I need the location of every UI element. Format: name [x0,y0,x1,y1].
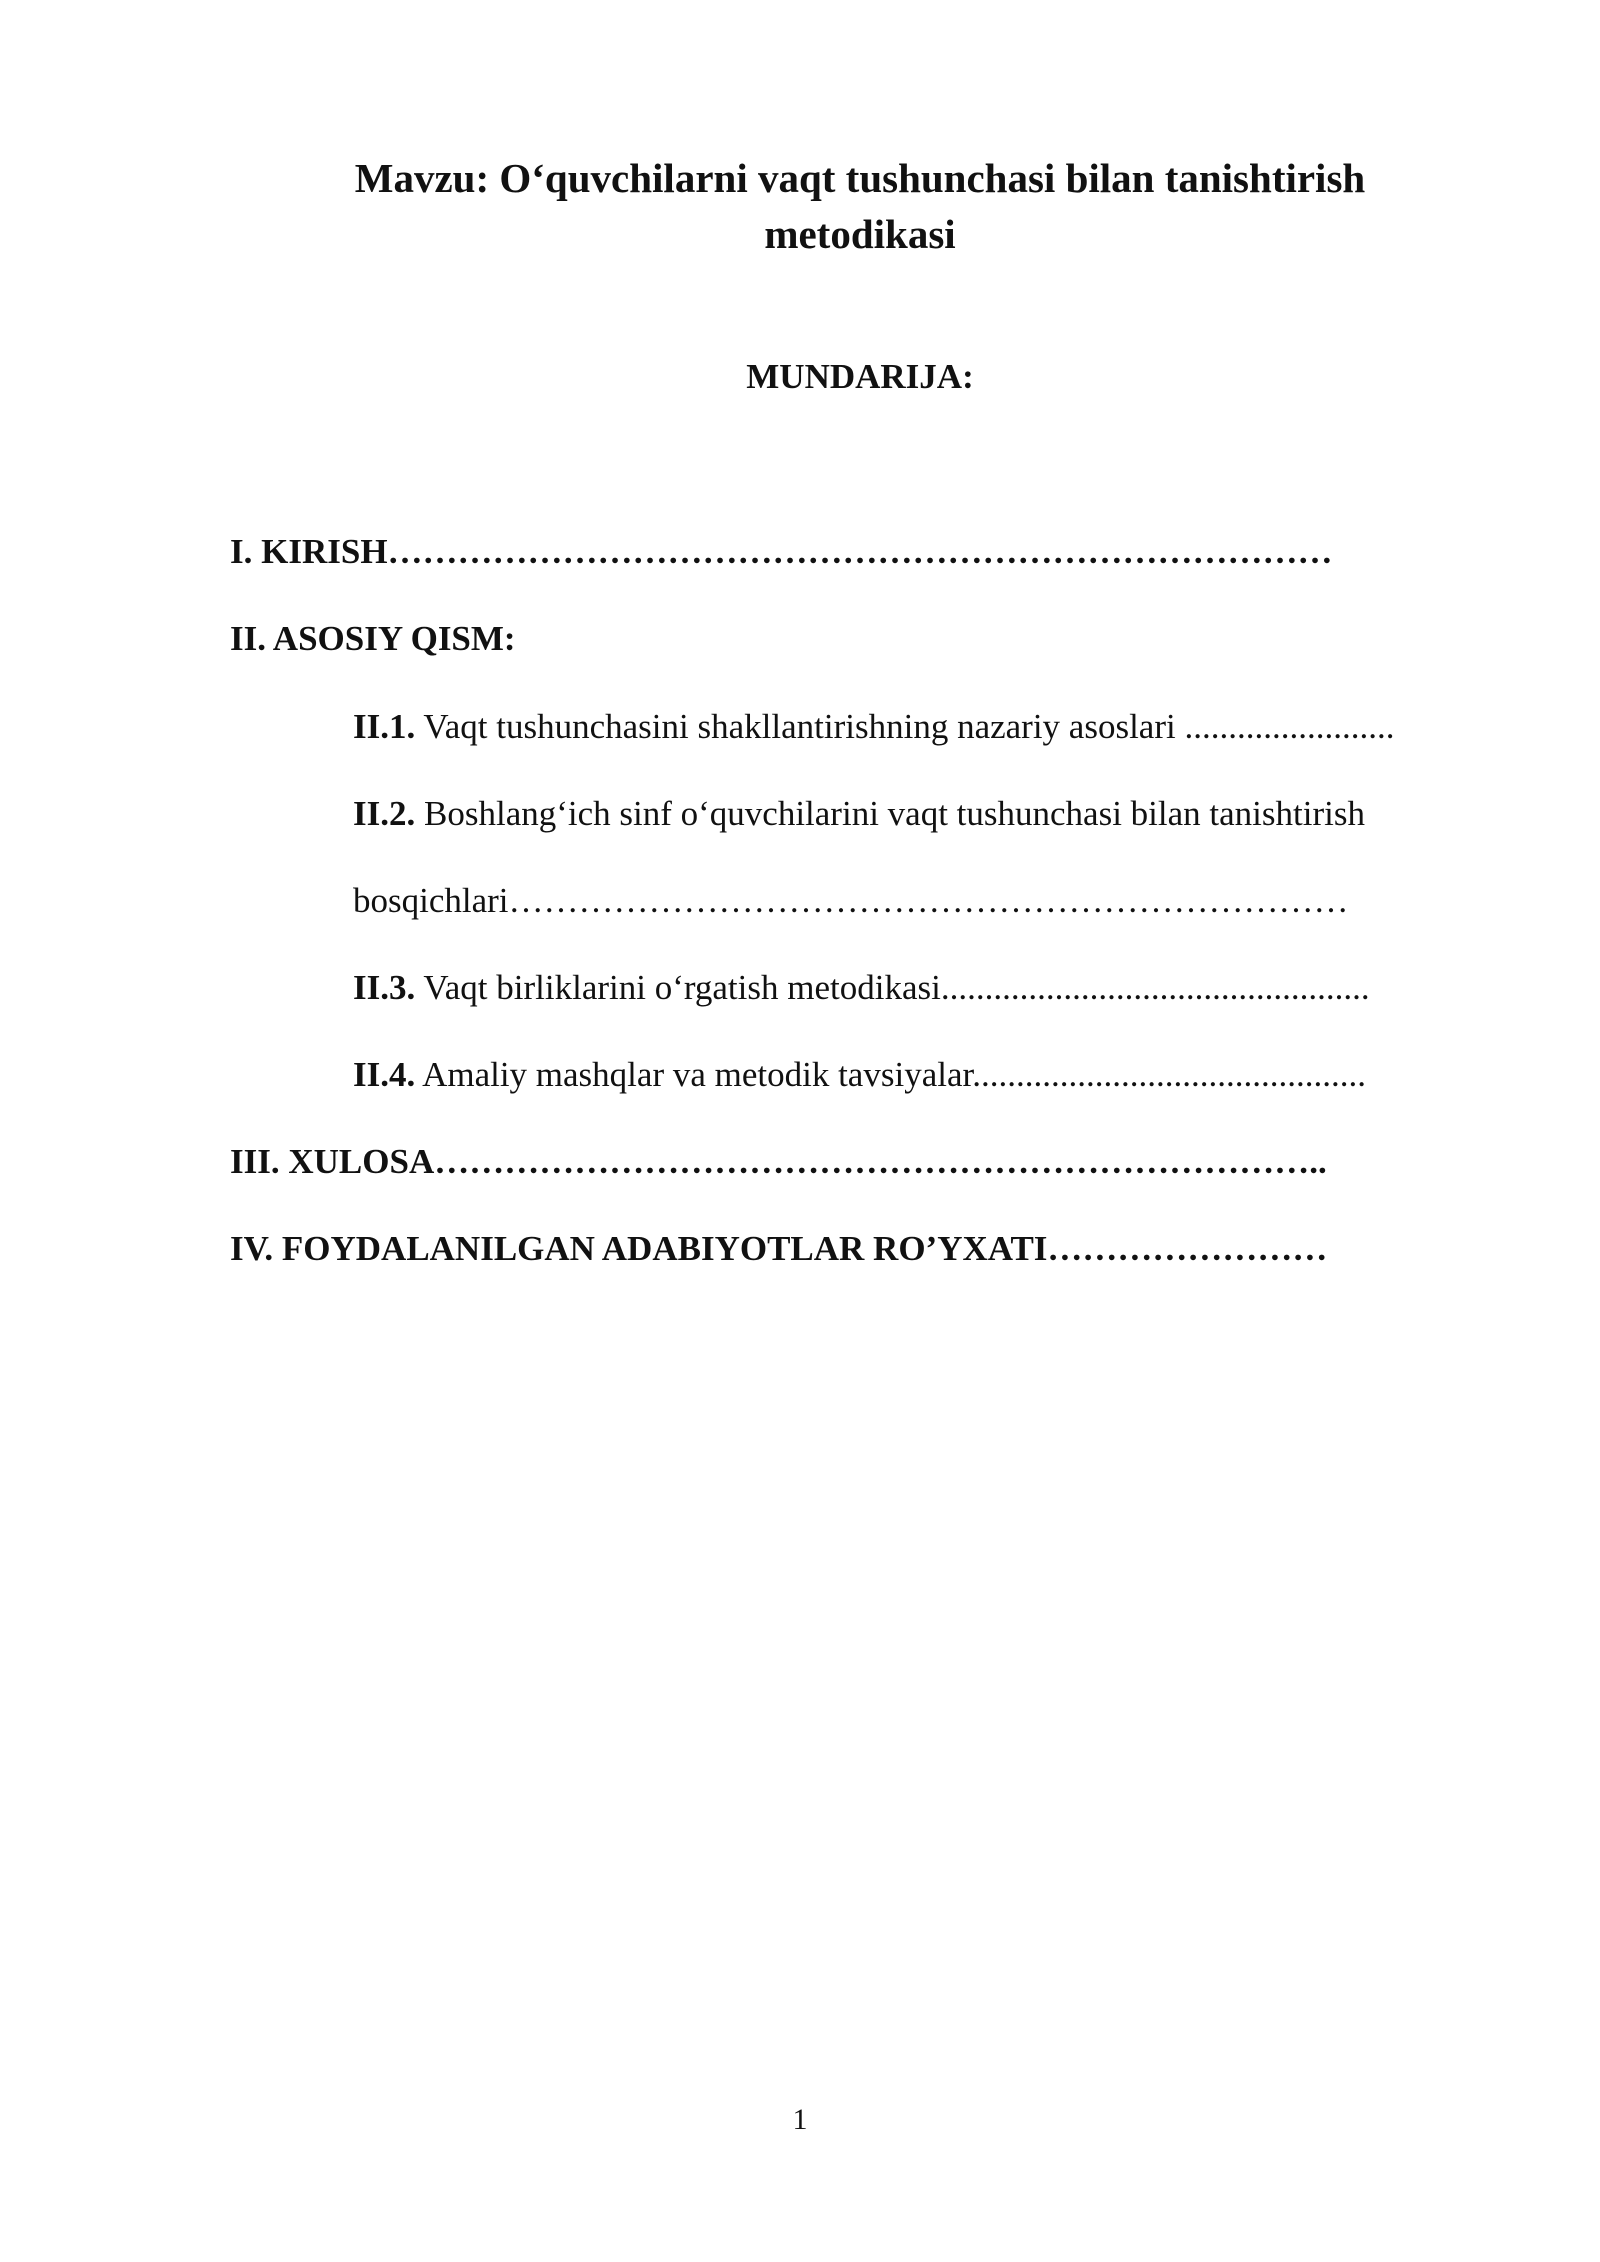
toc-entry-text: Amaliy mashqlar va metodik tavsiyalar............................................. [415,1055,1366,1094]
toc-entry-ii-2-continued [353,877,1349,925]
toc-entry-kirish: I. KIRISH……………………………………………………………………… [230,532,1333,571]
page-number: 1 [792,2103,808,2136]
toc-entry-number: II.1. [353,707,416,746]
toc-entry-xulosa: III. XULOSA………………………………………………………………….. [230,1142,1327,1181]
toc-entry-ii-4 [353,1051,1366,1099]
toc-entry-number: II.2. [353,794,416,833]
toc-entry-text: Vaqt birliklarini o‘rgatish metodikasi................................................. [415,968,1370,1007]
toc-entry-number: II.3. [353,968,416,1007]
toc-entry-text: Vaqt tushunchasini shakllantirishning nazariy asoslari ........................ [415,707,1395,746]
document-title: Mavzu: O‘quvchilarni vaqt tushunchasi bilan tanishtirish metodikasi [354,155,1366,257]
toc-entry-number: II.4. [353,1055,416,1094]
toc-entry-text: Boshlang‘ich sinf o‘quvchilarini vaqt tushunchasi bilan tanishtirish [415,794,1365,833]
toc-entry-ii-2 [353,790,1365,838]
toc-entry-ii-3 [353,964,1370,1012]
contents-heading: MUNDARIJA: [746,357,974,396]
toc-entry-asosiy-qism: II. ASOSIY QISM: [230,619,516,658]
toc-entry-ii-1 [353,703,1394,751]
toc-entry-adabiyotlar: IV. FOYDALANILGAN ADABIYOTLAR RO’YXATI…………………… [230,1229,1328,1268]
toc-entry-text: bosqichlari……………………………………………………………… [353,881,1349,920]
